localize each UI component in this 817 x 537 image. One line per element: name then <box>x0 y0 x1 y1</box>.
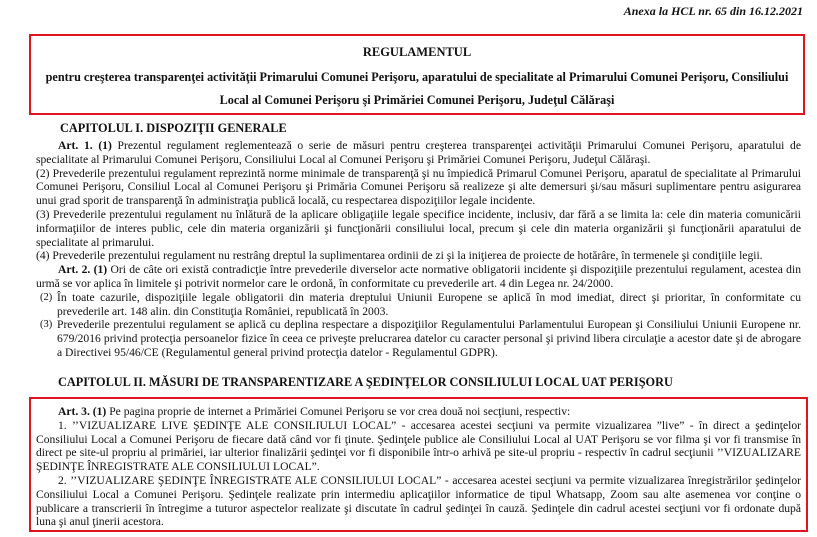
art-2-label: Art. 2. (1) <box>58 263 108 277</box>
art-3-intro: Art. 3. (1) Pe pagina proprie de internet a Primăriei Comunei Perişoru se vor crea două noi secţiuni, respectiv: <box>58 405 571 418</box>
chapter-1-heading: CAPITOLUL I. DISPOZIŢII GENERALE <box>60 121 287 135</box>
chapter-1-body <box>36 139 801 360</box>
art-1-para-3: (3) Prevederile prezentului regulament nu înlătură de la aplicare obligaţiile legale specifice incidente, inclusiv, dar fără a se limita la: cele din materia comunicării informaţiilor de interes public, cele din materia organizării şi funcţionării consiliului local, precum şi cele din materia organizării şi funcţionării aparatului de specialitate al primarului. <box>36 207 801 249</box>
art-1-para-2: (2) Prevederile prezentului regulament reprezintă norme minimale de transparenţă şi nu împiedică Primarul Comunei Perişoru, aparatul de specialitate al Primarului Comunei Perişoru, Consiliul Local al Comunei Perişoru şi Primăria Comunei Perişoru să realizeze şi alte demersuri şi/sau măsuri suplimentare pentru asigurarea unui grad sporit de transparenţă în administraţia publică locală, cu respectarea dispoziţiilor legale incidente. <box>36 166 801 208</box>
art-1-label: Art. 1. (1) <box>58 139 112 152</box>
art-3-item-1: 1. ’’VIZUALIZARE LIVE ŞEDINŢE ALE CONSILIULUI LOCAL” - accesarea acestei secţiuni va permite vizualizarea ”live” - în direct a şedinţelor Consiliului Local a Comunei Perişoru de fiecare dată când vor fi ţinute. Şedinţele publice ale Consiliului Local al UAT Perişoru se vor filma şi vor fi transmise în direct pe site-ul propriu al primăriei, iar ulterior finalizării şedinţei vor fi disponibile într-o arhivă pe site-ul propriu - respectiv în cadrul secţiunii ’’VIZUALIZARE ŞEDINŢE ÎNREGISTRATE ALE CONSILIULUI LOCAL”. <box>36 418 801 474</box>
art-3-item-2: 2. ’’VIZUALIZARE ŞEDINŢE ÎNREGISTRATE ALE CONSILIULUI LOCAL” - accesarea acestei secţiuni va permite vizualizarea înregistrărilor şedinţelor Consiliului Local a Comunei Perişoru. Şedinţele realizate prin intermediu aplicaţiilor informatice de tipul Whatsapp, Zoom sau alte asemenea vor conţine o publicare a transcrierii în întregime a tuturor aspectelor realizate şi discutate în cadrul şedinţei în cauză. Şedinţele din cadrul acestei secţiuni vor fi ordonate după luna şi anul ţinerii acestora. <box>36 473 801 529</box>
regulation-subtitle: pentru creşterea transparenţei activităţii Primarului Comunei Perişoru, aparatului de specialitate al Primarului Comunei Perişoru, Consiliului Local al Comunei Perişoru şi Primăriei Comunei Perişoru, Judeţul Călăraşi <box>45 70 789 107</box>
annex-reference: Anexa la HCL nr. 65 din 16.12.2021 <box>623 4 803 18</box>
art-3-label: Art. 3. (1) <box>58 405 107 418</box>
art-2-para-2: (2) În toate cazurile, dispoziţiile legale obligatorii din materia dreptului Uniunii Europene se aplică în mod imediat, direct şi prioritar, în conformitate cu prevederile art. 148 alin. din Constituţia României, republicată în 2003. <box>40 290 801 318</box>
art-2-para-1: Art. 2. (1) Ori de câte ori există contradicţie între prevederile diverselor acte normative obligatorii incidente şi dispoziţiile prezentului regulament, acestea din urmă se vor aplica în limitele şi potrivit normelor care le ordonă, în conformitate cu prevederile art. 4 din Legea nr. 24/2000. <box>36 263 801 290</box>
chapter-2-heading: CAPITOLUL II. MĂSURI DE TRANSPARENTIZARE A ŞEDINŢELOR CONSILIULUI LOCAL UAT PERIŞORU <box>58 375 673 389</box>
art-1-para-1: Art. 1. (1) Prezentul regulament reglementează o serie de măsuri pentru creşterea transparenţei activităţii Primarului Comunei Perişoru, aparatului de specialitate al Primarului Comunei Perişoru, Consiliului Local al Comunei Perişoru şi Primăriei Comunei Perişoru, Judeţul Călăraşi. <box>36 139 802 166</box>
art-2-list <box>36 291 801 360</box>
chapter-2-body <box>36 405 801 529</box>
art-2-para-3: (3) Prevederile prezentului regulament se aplică cu deplina respectare a dispoziţiilor Regulamentului Parlamentului European şi Consiliului Uniunii Europene nr. 679/2016 privind protecţia persoanelor fizice în ceea ce priveşte prelucrarea datelor cu caracter personal şi privind libera circulaţie a acestor date şi de abrogare a Directivei 95/46/CE (Regulamentul general privind protecţia datelor - Regulamentul GDPR). <box>40 318 801 359</box>
regulation-title: REGULAMENTUL <box>362 45 472 59</box>
art-1-para-4: (4) Prevederile prezentului regulament nu restrâng dreptul la suplimentarea ordinii de zi şi la iniţierea de proiecte de hotărâre, în termenele şi condiţiile legii. <box>36 249 763 263</box>
